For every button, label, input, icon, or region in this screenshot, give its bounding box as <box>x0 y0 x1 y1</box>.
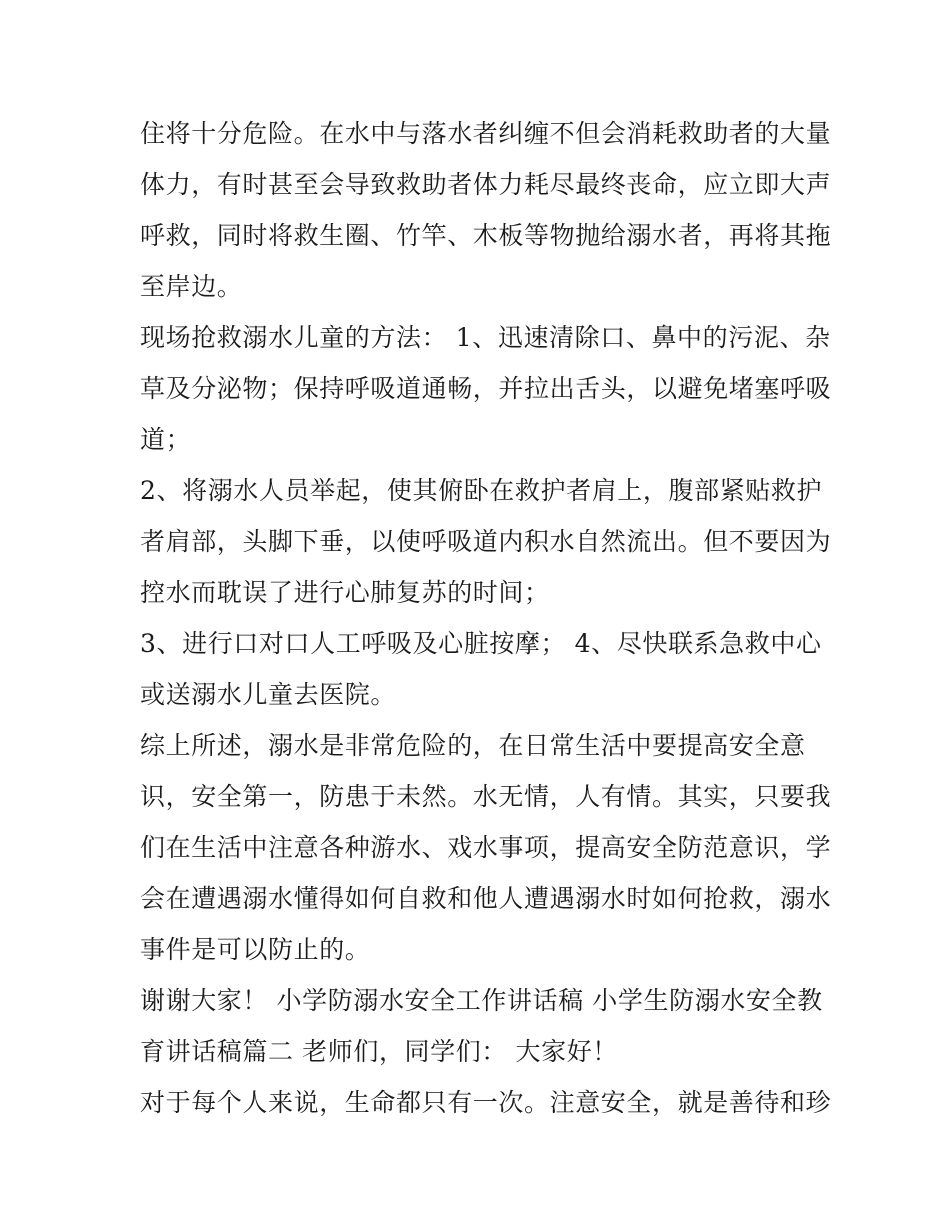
text-line: 道； <box>140 425 192 454</box>
text-line: 育讲话稿篇二 老师们，同学们： 大家好！ <box>140 1037 618 1066</box>
text-line: 呼救，同时将救生圈、竹竿、木板等物抛给溺水者，再将其拖 <box>140 221 832 250</box>
text-line: 3、进行口对口人工呼吸及心脏按摩； 4、尽快联系急救中心 <box>140 629 822 658</box>
text-line: 住将十分危险。在水中与落水者纠缠不但会消耗救助者的大量 <box>140 119 832 148</box>
document-body <box>140 108 830 1128</box>
text-line: 们在生活中注意各种游水、戏水事项，提高安全防范意识，学 <box>140 833 832 862</box>
text-line: 控水而耽误了进行心肺复苏的时间； <box>140 578 550 607</box>
text-line: 识，安全第一，防患于未然。水无情，人有情。其实，只要我 <box>140 782 832 811</box>
text-line: 谢谢大家！ 小学防溺水安全工作讲话稿 小学生防溺水安全教 <box>140 986 823 1015</box>
text-line: 现场抢救溺水儿童的方法： 1、迅速清除口、鼻中的污泥、杂 <box>140 323 831 352</box>
text-line: 或送溺水儿童去医院。 <box>140 680 397 709</box>
text-line: 事件是可以防止的。 <box>140 935 371 964</box>
text-line: 对于每个人来说，生命都只有一次。注意安全，就是善待和珍 <box>140 1088 832 1117</box>
text-line: 至岸边。 <box>140 272 243 301</box>
text-line: 2、将溺水人员举起，使其俯卧在救护者肩上，腹部紧贴救护 <box>140 476 823 505</box>
text-line: 体力，有时甚至会导致救助者体力耗尽最终丧命，应立即大声 <box>140 170 832 199</box>
text-line: 草及分泌物；保持呼吸道通畅，并拉出舌头，以避免堵塞呼吸 <box>140 374 832 403</box>
text-line: 会在遭遇溺水懂得如何自救和他人遭遇溺水时如何抢救，溺水 <box>140 884 832 913</box>
text-line: 综上所述，溺水是非常危险的，在日常生活中要提高安全意 <box>140 731 806 760</box>
text-line: 者肩部，头脚下垂，以使呼吸道内积水自然流出。但不要因为 <box>140 527 832 556</box>
